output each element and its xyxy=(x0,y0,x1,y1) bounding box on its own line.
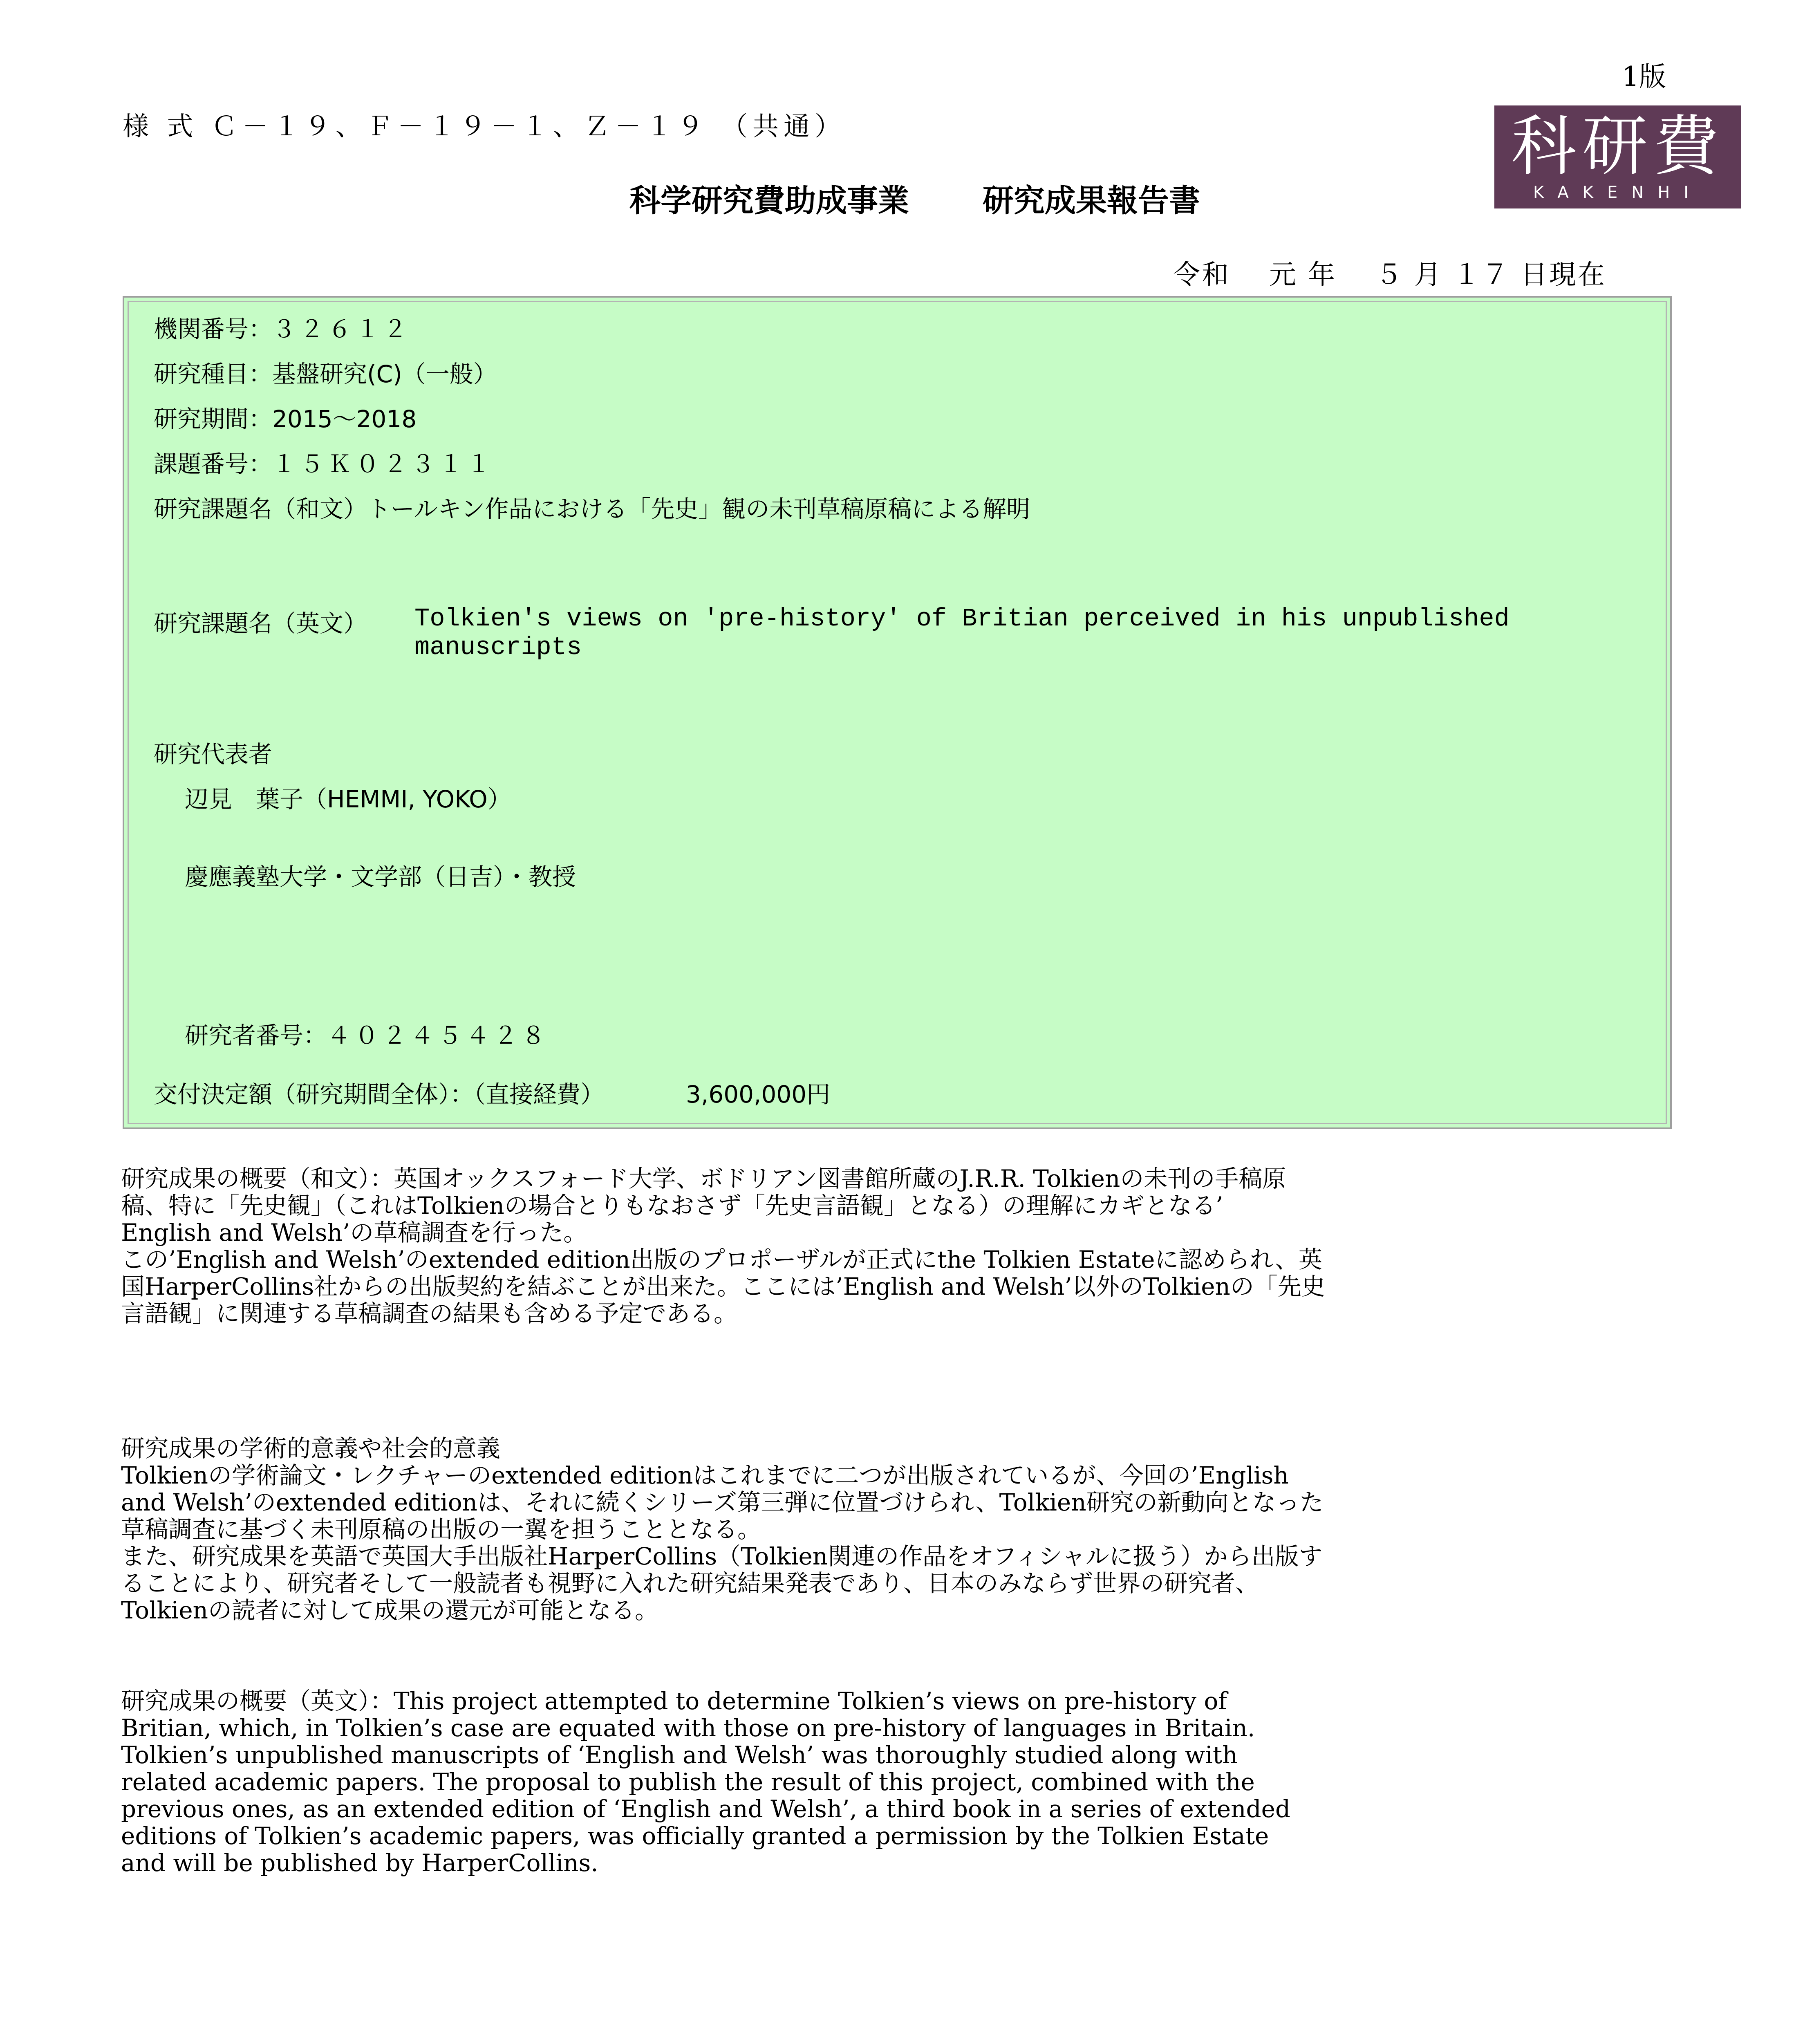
summary-jp-line: 国HarperCollins社からの出版契約を結ぶことが出来た。ここには’English and Welsh’以外のTolkienの「先史 xyxy=(121,1273,1325,1300)
logo-sub-text: KAKENHI xyxy=(1533,183,1703,202)
summary-en-line: and will be published by HarperCollins. xyxy=(121,1849,598,1877)
summary-jp-line: 稿、特に「先史観」（これはTolkienの場合とりもなおさず「先史言語観」となる）の理解にカギとなる’ xyxy=(121,1192,1223,1219)
summary-en-line: related academic papers. The proposal to publish the result of this project, combined with the xyxy=(121,1768,1255,1796)
period: 2015～2018 xyxy=(272,405,417,433)
pi-label: 研究代表者 xyxy=(154,740,273,768)
project-number-row xyxy=(154,445,495,479)
report-title-doc: 研究成果報告書 xyxy=(983,182,1200,219)
report-title-program: 科学研究費助成事業 xyxy=(629,182,909,219)
form-code: 様 式 Ｃ－１９、Ｆ－１９－１、Ｚ－１９ （共通） xyxy=(123,112,846,142)
institution-number-row xyxy=(154,310,411,344)
grant-amount: 3,600,000円 xyxy=(686,1080,831,1108)
title-jp: トールキン作品における「先史」観の未刊草稿原稿による解明 xyxy=(367,495,1030,523)
institution-number: ３２６１２ xyxy=(272,315,412,343)
report-title xyxy=(629,176,1274,220)
pi-affiliation: 慶應義塾大学・文学部（日吉）・教授 xyxy=(185,863,576,891)
category-row xyxy=(154,355,497,389)
summary-jp-line: この’English and Welsh’のextended edition出版のプロポーザルが正式にthe Tolkien Estateに認められ、英 xyxy=(121,1246,1322,1273)
period-label: 研究期間： xyxy=(154,405,273,433)
significance-line: and Welsh’のextended editionは、それに続くシリーズ第三弾に位置づけられ、Tolkien研究の新動向となった xyxy=(121,1488,1324,1516)
summary-en xyxy=(121,1688,1290,1876)
title-jp-label: 研究課題名（和文） xyxy=(154,495,367,523)
title-en-line2: manuscripts xyxy=(414,633,582,662)
summary-jp-line: 研究成果の概要（和文）：英国オックスフォード大学、ボドリアン図書館所蔵のJ.R.R. Tolkienの未刊の手稿原 xyxy=(121,1165,1286,1192)
summary-en-line: Tolkien’s unpublished manuscripts of ‘English and Welsh’ was thoroughly studied along with xyxy=(121,1741,1238,1769)
significance-line: Tolkienの学術論文・レクチャーのextended editionはこれまでに二つが出版されているが、今回の’English xyxy=(121,1461,1289,1489)
summary-jp-line: English and Welsh’の草稿調査を行った。 xyxy=(121,1219,587,1246)
kakenhi-logo xyxy=(1494,105,1741,208)
grant-row xyxy=(154,1075,830,1109)
period-row xyxy=(154,400,417,434)
institution-number-label: 機関番号： xyxy=(154,315,273,343)
project-info-box xyxy=(123,296,1672,1129)
grant-label: 交付決定額（研究期間全体）：（直接経費） xyxy=(154,1080,605,1108)
significance-line: また、研究成果を英語で英国大手出版社HarperCollins（Tolkien関連の作品をオフィシャルに扱う）から出版す xyxy=(121,1542,1323,1570)
report-date: 令和 元 年 ５ 月 １７ 日現在 xyxy=(1173,259,1606,290)
researcher-number-label: 研究者番号： xyxy=(185,1022,327,1049)
summary-jp xyxy=(121,1165,1325,1327)
version-label: 1版 xyxy=(1622,61,1666,92)
project-number-label: 課題番号： xyxy=(154,450,273,478)
significance-heading: 研究成果の学術的意義や社会的意義 xyxy=(121,1434,501,1462)
summary-jp-line: 言語観」に関連する草稿調査の結果も含める予定である。 xyxy=(121,1300,738,1327)
category-label: 研究種目： xyxy=(154,360,273,388)
title-en-line1: Tolkien's views on 'pre-history' of Britian perceived in his unpublished xyxy=(414,604,1509,633)
title-en-label: 研究課題名（英文） xyxy=(154,610,367,637)
category: 基盤研究(C)（一般） xyxy=(272,360,497,388)
project-number: １５Ｋ０２３１１ xyxy=(272,450,495,478)
pi-name: 辺見 葉子（HEMMI, YOKO） xyxy=(185,785,511,813)
significance-line: Tolkienの読者に対して成果の還元が可能となる。 xyxy=(121,1596,659,1624)
logo-main-text: 科研費 xyxy=(1511,108,1724,184)
summary-en-line: editions of Tolkien’s academic papers, was officially granted a permission by the Tolkien Estate xyxy=(121,1822,1269,1850)
significance-line: ることにより、研究者そして一般読者も視野に入れた研究結果発表であり、日本のみならず世界の研究者、 xyxy=(121,1569,1259,1597)
significance-line: 草稿調査に基づく未刊原稿の出版の一翼を担うこととなる。 xyxy=(121,1515,761,1543)
researcher-number-row xyxy=(185,1016,549,1051)
title-jp-row xyxy=(154,490,1030,524)
significance-section xyxy=(121,1435,1324,1624)
summary-en-line: previous ones, as an extended edition of ‘English and Welsh’, a third book in a series of extended xyxy=(121,1795,1291,1823)
summary-en-line: 研究成果の概要（英文）：This project attempted to determine Tolkien’s views on pre-history of xyxy=(121,1687,1227,1715)
researcher-number: ４０２４５４２８ xyxy=(327,1022,550,1049)
summary-en-line: Britian, which, in Tolkien’s case are equated with those on pre-history of languages in Britain. xyxy=(121,1714,1255,1742)
